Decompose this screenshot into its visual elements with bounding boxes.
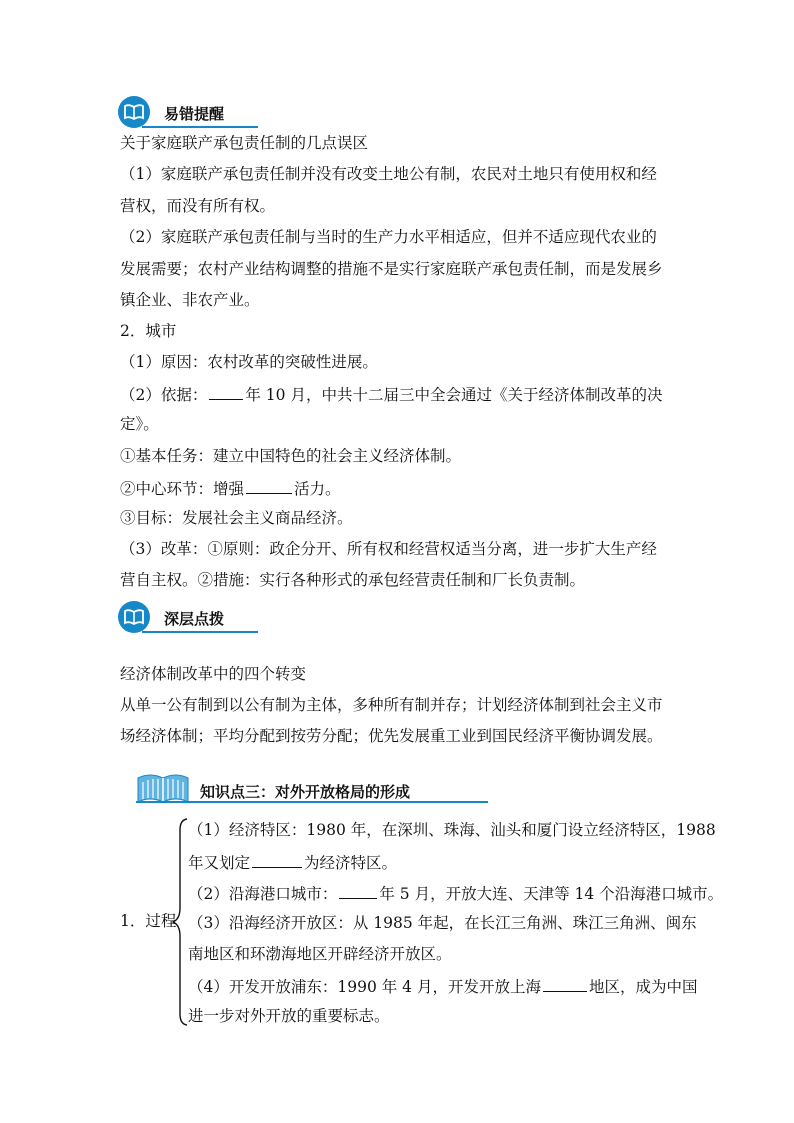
section-underline: [142, 126, 258, 128]
text-fragment: 年 5 月，开放大连、天津等 14 个沿海港口城市。: [379, 885, 724, 903]
knowledge-point-header: [136, 768, 488, 808]
text-line: （1）经济特区：1980 年，在深圳、珠海、汕头和厦门设立经济特区，1988: [188, 821, 716, 839]
section-underline: [142, 631, 258, 633]
text-line: 进一步对外开放的重要标志。: [188, 1007, 390, 1025]
text-line: 从单一公有制到以公有制为主体，多种所有制并存；计划经济体制到社会主义市: [120, 696, 663, 714]
text-fragment: （4）开发开放浦东：1990 年 4 月，开发开放上海: [188, 978, 541, 996]
text-line-ports: [188, 882, 723, 904]
section-title: 深层点拨: [164, 610, 225, 628]
text-line: （3）沿海经济开放区：从 1985 年起，在长江三角洲、珠江三角洲、闽东: [188, 914, 697, 932]
text-line: （3）改革：①原则：政企分开、所有权和经营权适当分离，进一步扩大生产经: [120, 540, 657, 558]
text-line: 营权，而没有所有权。: [120, 197, 276, 215]
book-icon: [118, 96, 150, 128]
text-line: ③目标：发展社会主义商品经济。: [120, 509, 353, 527]
text-line: 营自主权。②措施：实行各种形式的承包经营责任制和厂长负责制。: [120, 571, 586, 589]
paragraph-heading: 关于家庭联产承包责任制的几点误区: [120, 134, 369, 152]
section-title: 易错提醒: [164, 105, 225, 123]
text-line-pudong: [188, 975, 697, 997]
fill-blank: [252, 851, 302, 868]
text-line: ①基本任务：建立中国特色的社会主义经济体制。: [120, 447, 462, 465]
text-line: 发展需要；农村产业结构调整的措施不是实行家庭联产承包责任制，而是发展乡: [120, 260, 663, 278]
text-fragment: 年 10 月，中共十二届三中全会通过《关于经济体制改革的决: [245, 386, 663, 404]
open-book-icon: [136, 770, 190, 804]
section-header-insight: [118, 601, 258, 635]
text-line: 南地区和环渤海地区开辟经济开放区。: [188, 945, 452, 963]
section-underline: [136, 801, 488, 803]
section-header-errors: [118, 96, 258, 130]
text-fragment: （2）依据：: [120, 386, 208, 404]
text-fragment: ②中心环节：增强: [120, 480, 245, 498]
text-line-basis: [120, 383, 662, 405]
text-fragment: 地区，成为中国: [588, 978, 698, 996]
text-line: （2）家庭联产承包责任制与当时的生产力水平相适应，但并不适应现代农业的: [120, 228, 657, 246]
city-heading: 2．城市: [120, 322, 177, 340]
text-fragment: 活力。: [294, 480, 341, 498]
book-icon: [118, 601, 150, 633]
fill-blank: [246, 477, 292, 494]
fill-blank: [339, 882, 377, 899]
paragraph-heading: 经济体制改革中的四个转变: [120, 665, 307, 683]
text-line: 镇企业、非农产业。: [120, 291, 260, 309]
text-fragment: 为经济特区。: [304, 854, 398, 872]
fill-blank: [209, 383, 243, 400]
section-title: 知识点三：对外开放格局的形成: [200, 783, 411, 801]
text-line: （1）家庭联产承包责任制并没有改变土地公有制，农民对土地只有使用权和经: [120, 165, 657, 183]
text-fragment: 年又划定: [188, 854, 251, 872]
process-label: 1．过程: [120, 912, 177, 930]
fill-blank: [543, 975, 587, 992]
text-line: 场经济体制；平均分配到按劳分配；优先发展重工业到国民经济平衡协调发展。: [120, 727, 663, 745]
text-fragment: （2）沿海港口城市：: [188, 885, 338, 903]
text-line: （1）原因：农村改革的突破性进展。: [120, 353, 378, 371]
text-line: 定》。: [120, 415, 159, 433]
text-line-zone: [188, 851, 397, 873]
text-line-core: [120, 477, 341, 499]
